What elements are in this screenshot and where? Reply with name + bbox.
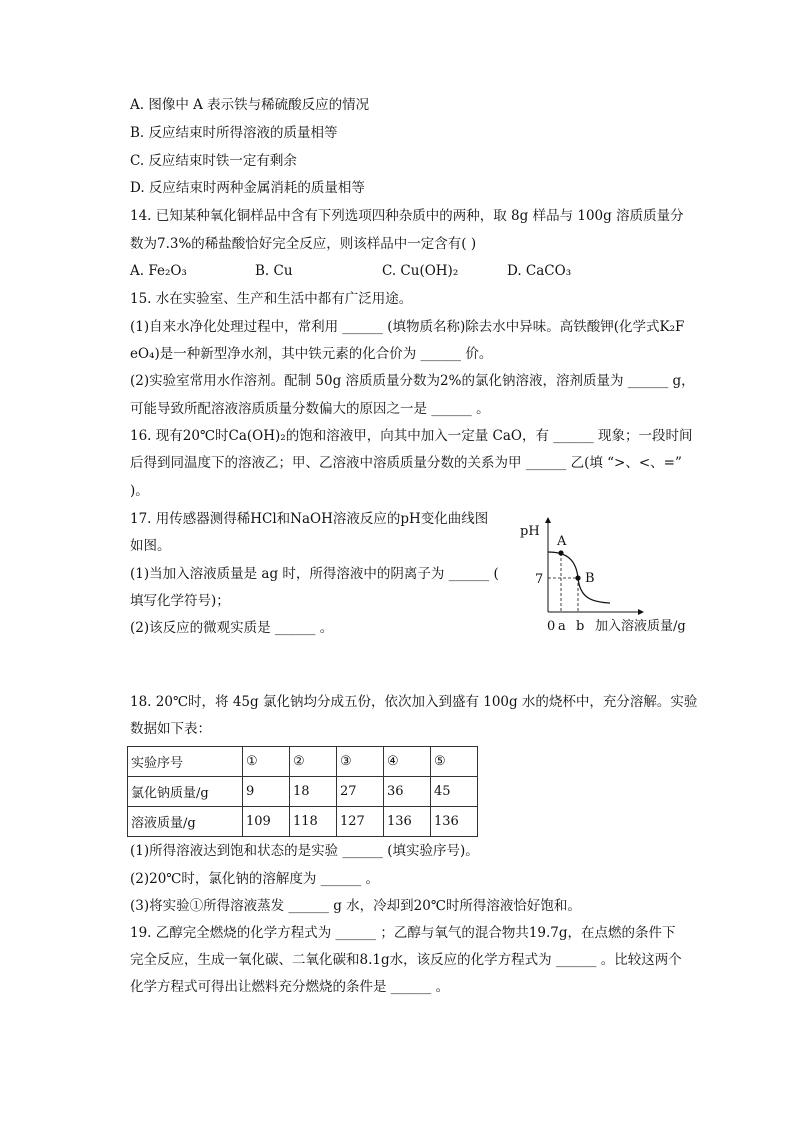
q16-stem-line2: 后得到同温度下的溶液乙；甲、乙溶液中溶质质量分数的关系为甲 ______ 乙(填 “>、<、=” — [130, 455, 682, 471]
q18-part3: (3)将实验①所得溶液蒸发 ______ g 水，冷却到20℃时所得溶液恰好饱和。 — [130, 898, 581, 914]
table-cell: 136 — [431, 807, 478, 837]
q15-stem: 15. 水在实验室、生产和生活中都有广泛用途。 — [130, 291, 413, 307]
q18-stem-line1: 18. 20℃时，将 45g 氯化钠均分成五份，依次加入到盛有 100g 水的烧杯中，充分溶解。实验 — [130, 694, 698, 710]
q15-part2-line2: 可能导致所配溶液溶质质量分数偏大的原因之一是 ______ 。 — [130, 401, 490, 417]
y-tick-7: 7 — [535, 572, 544, 587]
q17-part1-line1: (1)当加入溶液质量是 ag 时，所得溶液中的阴离子为 ______ ( — [130, 566, 499, 582]
point-b — [575, 575, 580, 580]
q14-option-c: C. Cu(OH)₂ — [382, 263, 459, 279]
table-cell: ④ — [384, 747, 431, 777]
table-row — [128, 807, 478, 837]
q14-option-d: D. CaCO₃ — [507, 263, 572, 279]
q18-stem-line2: 数据如下表： — [130, 721, 211, 737]
point-a — [558, 550, 563, 555]
q14-option-a: A. Fe₂O₃ — [130, 263, 187, 279]
table-cell: ③ — [337, 747, 384, 777]
q14-option-b: B. Cu — [255, 263, 293, 279]
q13-option-b: B. 反应结束时所得溶液的质量相等 — [130, 125, 338, 141]
table-cell: 实验序号 — [128, 747, 243, 777]
table-cell: ⑤ — [431, 747, 478, 777]
q15-part2-line1: (2)实验室常用水作溶剂。配制 50g 溶质质量分数为2%的氯化钠溶液，溶剂质量为 ______ g， — [130, 373, 695, 389]
q17-stem-line2: 如图。 — [130, 538, 171, 554]
q13-option-d: D. 反应结束时两种金属消耗的质量相等 — [130, 180, 365, 196]
q16-stem-line3: )。 — [130, 483, 149, 499]
q14-stem-line1: 14. 已知某种氧化铜样品中含有下列选项四种杂质中的两种，取 8g 样品与 100g 溶质质量分 — [130, 208, 684, 224]
q19-stem-line3: 化学方程式可得出让燃料充分燃烧的条件是 ______ 。 — [130, 979, 450, 995]
q17-part1-line2: 填写化学符号)； — [130, 593, 230, 609]
x-tick-a: a — [558, 619, 566, 634]
q15-part1-line1: (1)自来水净化处理过程中，常利用 ______ (填物质名称)除去水中异味。高铁酸钾(化学式K₂F — [130, 319, 685, 335]
point-b-label: B — [585, 571, 595, 586]
table-row — [128, 777, 478, 807]
y-axis-arrow — [545, 517, 551, 523]
table-cell: 118 — [290, 807, 337, 837]
q17-stem-line1: 17. 用传感器测得稀HCl和NaOH溶液反应的pH变化曲线图 — [130, 511, 489, 527]
table-cell: 9 — [243, 777, 290, 807]
x-axis-label: 加入溶液质量/g — [595, 619, 686, 634]
table-cell: 109 — [243, 807, 290, 837]
table-cell: 127 — [337, 807, 384, 837]
point-a-label: A — [557, 534, 567, 549]
table-cell: 45 — [431, 777, 478, 807]
q15-part1-line2: eO₄)是一种新型净水剂，其中铁元素的化合价为 ______ 价。 — [130, 346, 493, 362]
table-cell: ① — [243, 747, 290, 777]
table-cell: 36 — [384, 777, 431, 807]
q13-option-c: C. 反应结束时铁一定有剩余 — [130, 153, 297, 169]
q13-option-a: A. 图像中 A 表示铁与稀硫酸反应的情况 — [130, 97, 370, 113]
table-cell: 溶液质量/g — [128, 807, 243, 837]
x-tick-b: b — [576, 619, 585, 634]
table-cell: 氯化钠质量/g — [128, 777, 243, 807]
q16-stem-line1: 16. 现有20℃时Ca(OH)₂的饱和溶液甲，向其中加入一定量 CaO，有 ______ 现象；一段时间 — [130, 428, 693, 444]
q14-stem-line2: 数为7.3%的稀盐酸恰好完全反应，则该样品中一定含有( ) — [130, 236, 477, 252]
table-header-row — [128, 747, 478, 777]
q14-options — [130, 262, 650, 280]
x-tick-0: 0 — [547, 619, 556, 634]
q17-part2: (2)该反应的微观实质是 ______ 。 — [130, 620, 334, 636]
table-cell: 18 — [290, 777, 337, 807]
table-cell: 27 — [337, 777, 384, 807]
table-cell: ② — [290, 747, 337, 777]
y-axis-label: pH — [520, 524, 540, 539]
q19-stem-line2: 完全反应，生成一氧化碳、二氧化碳和8.1g水，该反应的化学方程式为 ______ 。比较这两个 — [130, 952, 682, 968]
solubility-table — [127, 746, 478, 837]
q18-part1: (1)所得溶液达到饱和状态的是实验 ______ (填实验序号)。 — [130, 843, 479, 859]
q19-stem-line1: 19. 乙醇完全燃烧的化学方程式为 ______ ；乙醇与氧气的混合物共19.7g，在点燃的条件下 — [130, 925, 676, 941]
q18-part2: (2)20℃时，氯化钠的溶解度为 ______ 。 — [130, 871, 379, 887]
ph-curve-chart — [510, 515, 710, 640]
table-cell: 136 — [384, 807, 431, 837]
x-axis-arrow — [638, 609, 644, 615]
